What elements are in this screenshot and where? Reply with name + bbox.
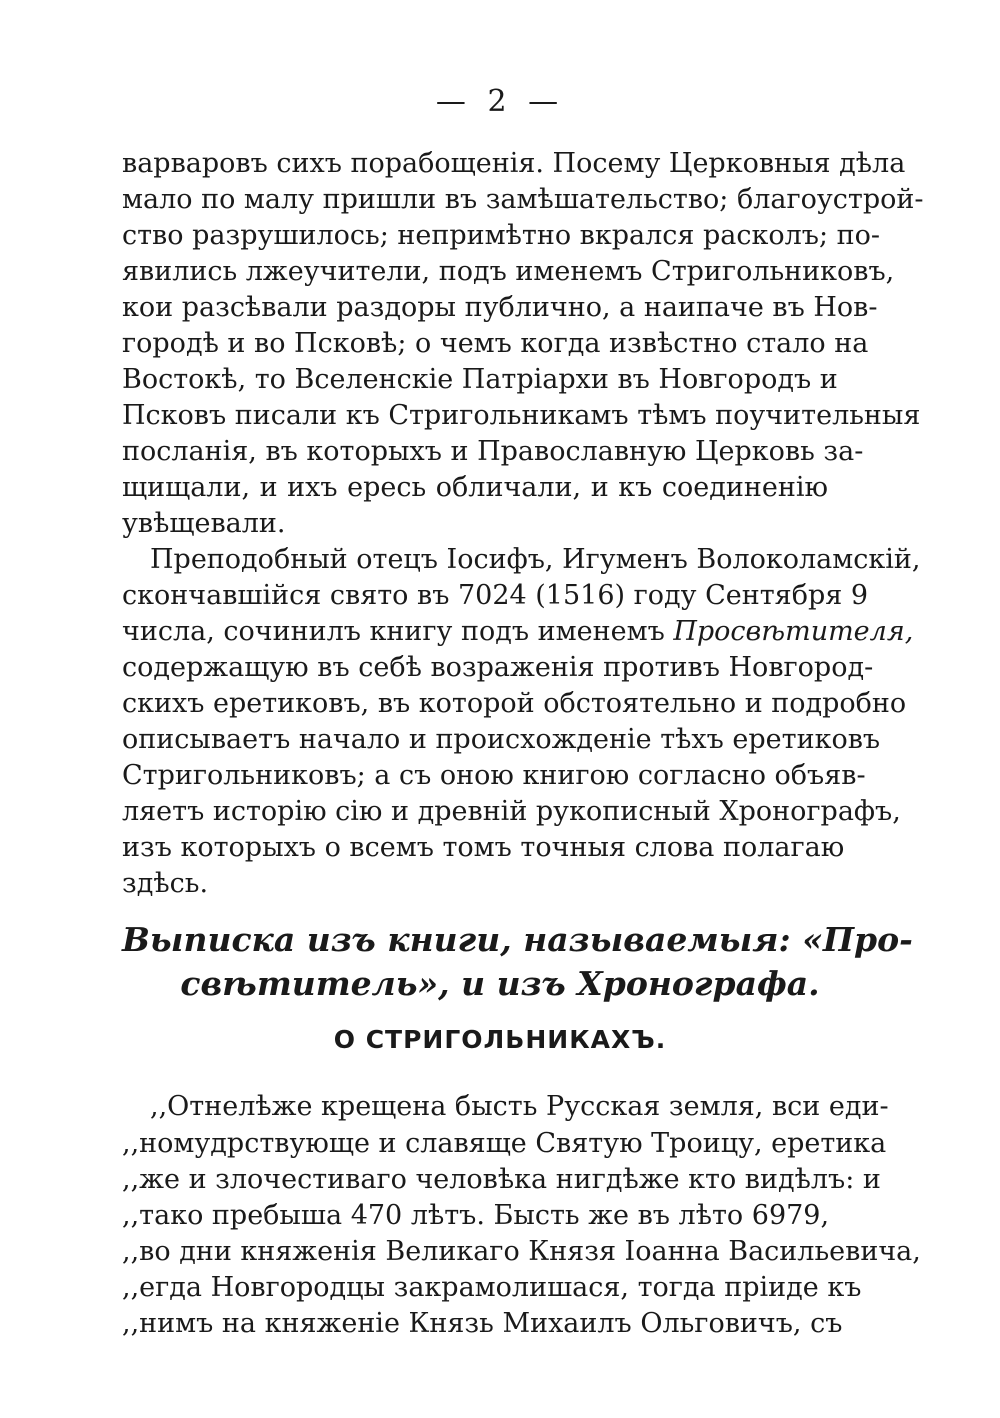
text-line: ляетъ исторію сію и древній рукописный Хронографъ, [122,796,901,827]
book-title-italic: Просвѣтителя, [673,616,914,647]
text-line: кои разсѣвали раздоры публично, а наипаче въ Нов- [122,292,878,323]
quote-line: ,,тако пребыша 470 лѣтъ. Бысть же въ лѣто 6979, [122,1200,830,1231]
text-line: скихъ еретиковъ, въ которой обстоятельно и подробно [122,688,907,719]
text-line: содержащую въ себѣ возраженія противъ Новгород- [122,652,874,683]
text-line: описываетъ начало и происхожденіе тѣхъ еретиковъ [122,724,881,755]
quote-line: ,,номудрствующе и славяще Святую Троицу, еретика [122,1128,887,1159]
text-span: числа, сочинилъ книгу подъ именемъ [122,616,674,647]
quote-line: ,,егда Новгородцы закрамолишася, тогда пріиде къ [122,1272,862,1303]
section-heading-line: свѣтитель», и изъ Хронографа. [180,964,820,1003]
text-line: мало по малу пришли въ замѣшательство; благоустрой- [122,184,924,215]
text-line: Стригольниковъ; а съ оною книгою согласно объяв- [122,760,866,791]
quote-line: ,,во дни княженія Великаго Князя Іоанна Васильевича, [122,1236,921,1267]
text-line: Преподобный отецъ Іосифъ, Игуменъ Волоколамскій, [150,544,921,575]
text-line: посланія, въ которыхъ и Православную Церковь за- [122,436,864,467]
text-line: Псковъ писали къ Стригольникамъ тѣмъ поучительныя [122,400,921,431]
text-line: варваровъ сихъ порабощенія. Посему Церковныя дѣла [122,148,906,179]
text-line: изъ которыхъ о всемъ томъ точныя слова полагаю [122,832,845,863]
text-line: городѣ и во Псковѣ; о чемъ когда извѣстно стало на [122,328,869,359]
quote-line: ,,Отнелѣже крещена бысть Русская земля, вси еди- [150,1091,889,1122]
subheading: О СТРИГОЛЬНИКАХЪ. [333,1025,667,1054]
text-line: ство разрушилось; непримѣтно вкрался расколъ; по- [122,220,881,251]
text-line: Востокѣ, то Вселенскіе Патріархи въ Новгородъ и [122,364,838,395]
text-line [122,614,914,650]
section-heading-line: Выписка изъ книги, называемыя: «Про- [122,920,913,959]
text-line: щищали, и ихъ ересь обличали, и къ соединенію [122,472,828,503]
text-line: здѣсь. [122,868,209,899]
text-line: явились лжеучители, подъ именемъ Стригольниковъ, [122,256,895,287]
quote-line: ,,же и злочестиваго человѣка нигдѣже кто видѣлъ: и [122,1164,881,1195]
page-number: — 2 — [435,84,565,119]
quote-line: ,,нимъ на княженіе Князь Михаилъ Ольговичъ, съ [122,1308,843,1339]
text-line: скончавшійся свято въ 7024 (1516) году Сентября 9 [122,580,869,611]
text-line: увѣщевали. [122,508,286,539]
